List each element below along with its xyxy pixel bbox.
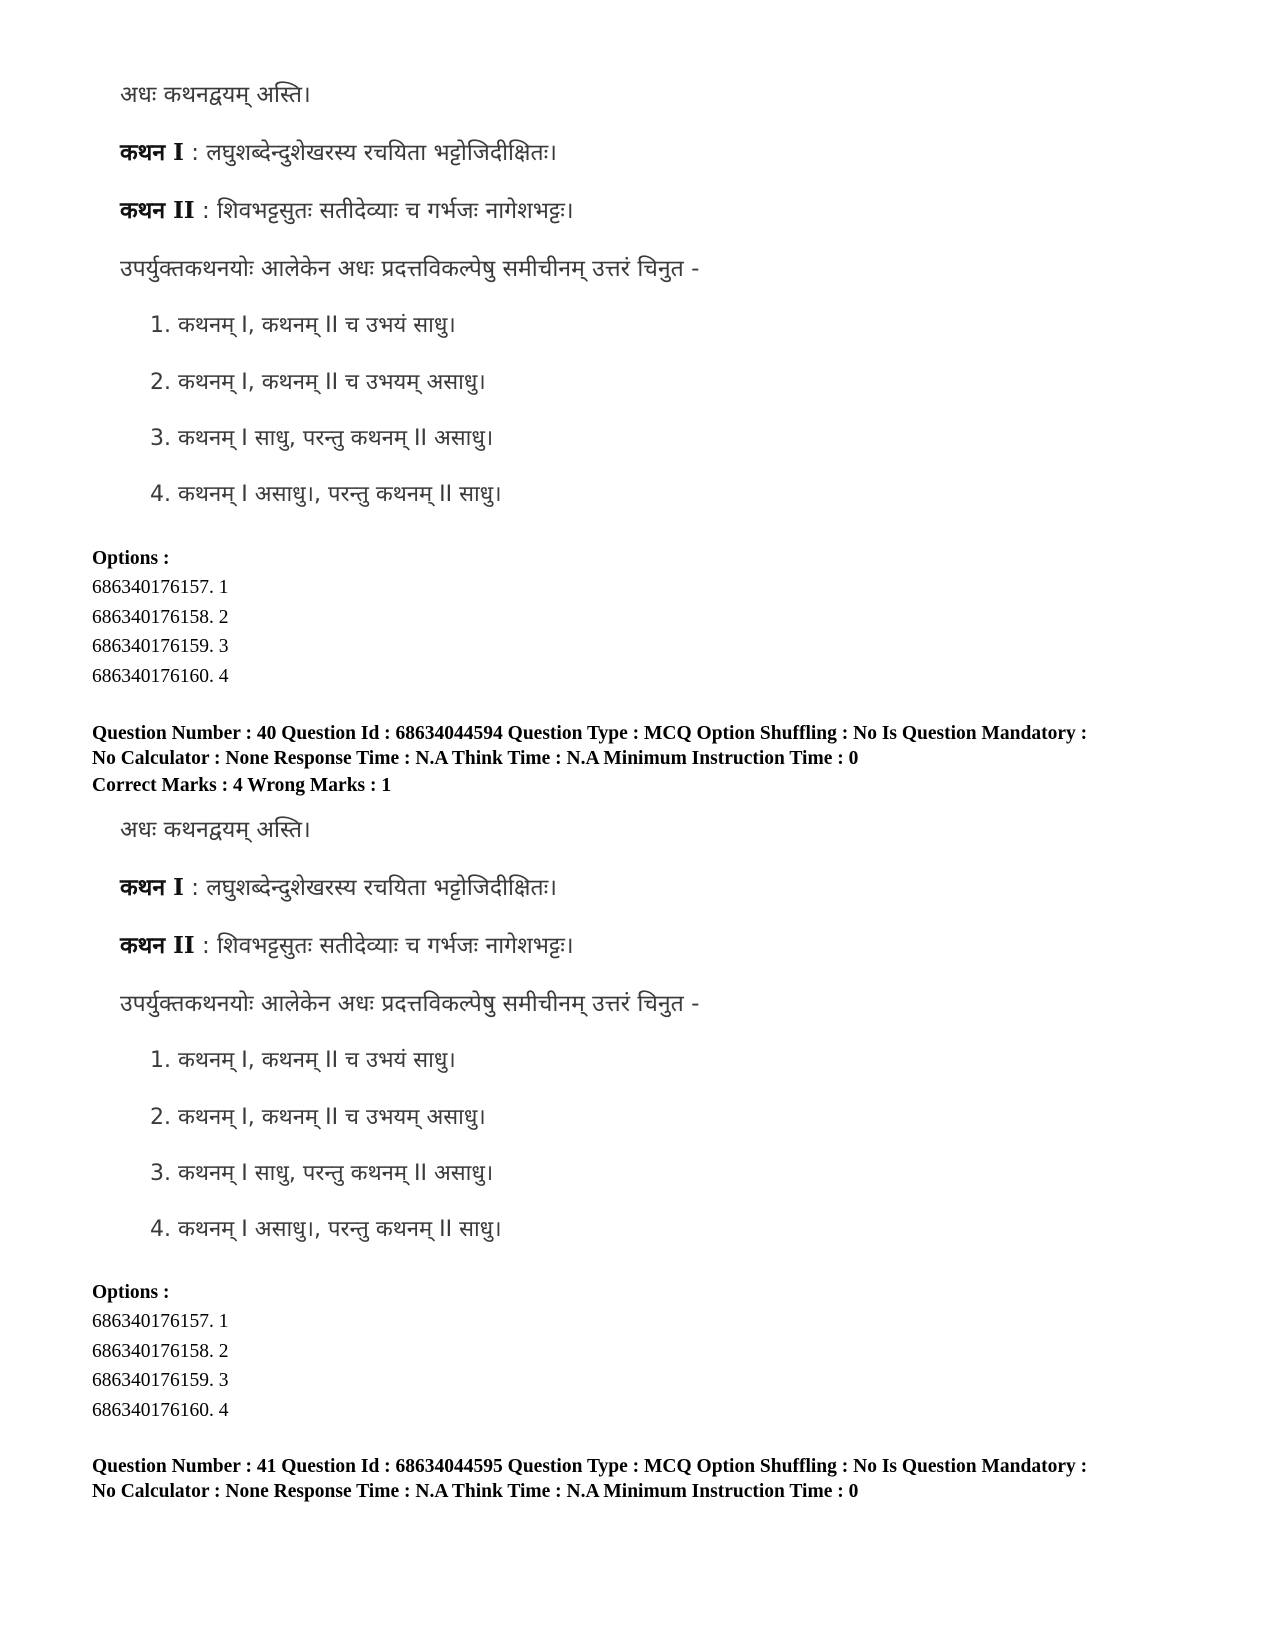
statement-2 [120,931,574,961]
question-image [110,815,910,1255]
question-intro: अधः कथनद्वयम् अस्ति। [120,817,311,843]
option-row: 686340176157. 1 [92,577,229,599]
choice-1: 1. कथनम् I, कथनम् II च उभयं साधु। [150,1048,456,1073]
meta-line: Question Number : 40 Question Id : 68634044594 Question Type : MCQ Option Shuffling : No Is Question Mandatory : [92,723,1088,744]
statement-2-text: : शिवभट्टसुतः सतीदेव्याः च गर्भजः नागेशभट्टः। [194,933,574,959]
statement-1-number: I [165,139,184,166]
options-heading: Options : [92,548,170,569]
option-row: 686340176158. 2 [92,606,229,628]
meta-line: No Calculator : None Response Time : N.A Think Time : N.A Minimum Instruction Time : 0 [92,747,859,769]
meta-line: No Calculator : None Response Time : N.A Think Time : N.A Minimum Instruction Time : 0 [92,1480,859,1502]
statement-1 [120,138,557,168]
statement-1-label: कथन [120,875,166,901]
statement-1-label: कथन [120,140,166,166]
option-row: 686340176160. 4 [92,665,229,687]
meta-line: Question Number : 41 Question Id : 68634044595 Question Type : MCQ Option Shuffling : No Is Question Mandatory : [92,1456,1088,1477]
choice-3: 3. कथनम् I साधु, परन्तु कथनम् II असाधु। [150,426,494,451]
question-prompt: उपर्युक्तकथनयोः आलेकेन अधः प्रदत्तविकल्पेषु समीचीनम् उत्तरं चिनुत - [120,991,700,1017]
question-image [110,80,910,520]
options-list [92,1278,229,1425]
statement-2-label: कथन [120,933,166,959]
choice-1: 1. कथनम् I, कथनम् II च उभयं साधु। [150,313,456,338]
option-row: 686340176157. 1 [92,1311,229,1333]
question-intro: अधः कथनद्वयम् अस्ति। [120,82,311,108]
choice-4: 4. कथनम् I असाधु।, परन्तु कथनम् II साधु। [150,482,502,507]
statement-2 [120,196,574,226]
question-prompt: उपर्युक्तकथनयोः आलेकेन अधः प्रदत्तविकल्पेषु समीचीनम् उत्तरं चिनुत - [120,256,700,282]
option-row: 686340176159. 3 [92,1370,229,1392]
marks-line: Correct Marks : 4 Wrong Marks : 1 [92,775,392,796]
statement-2-label: कथन [120,198,166,224]
statement-1 [120,873,557,903]
statement-2-number: II [165,932,195,959]
choice-2: 2. कथनम् I, कथनम् II च उभयम् असाधु। [150,370,486,395]
statement-1-number: I [165,874,184,901]
statement-2-number: II [165,197,195,224]
option-row: 686340176160. 4 [92,1399,229,1421]
statement-1-text: : लघुशब्देन्दुशेखरस्य रचयिता भट्टोजिदीक्षितः। [183,875,557,901]
choice-4: 4. कथनम् I असाधु।, परन्तु कथनम् II साधु। [150,1217,502,1242]
choice-3: 3. कथनम् I साधु, परन्तु कथनम् II असाधु। [150,1161,494,1186]
question-meta-40 [92,722,1212,799]
options-heading: Options : [92,1282,170,1303]
choice-2: 2. कथनम् I, कथनम् II च उभयम् असाधु। [150,1105,486,1130]
option-row: 686340176158. 2 [92,1340,229,1362]
question-meta-41 [92,1455,1212,1504]
statement-2-text: : शिवभट्टसुतः सतीदेव्याः च गर्भजः नागेशभट्टः। [194,198,574,224]
statement-1-text: : लघुशब्देन्दुशेखरस्य रचयिता भट्टोजिदीक्षितः। [183,140,557,166]
option-row: 686340176159. 3 [92,636,229,658]
options-list [92,544,229,691]
